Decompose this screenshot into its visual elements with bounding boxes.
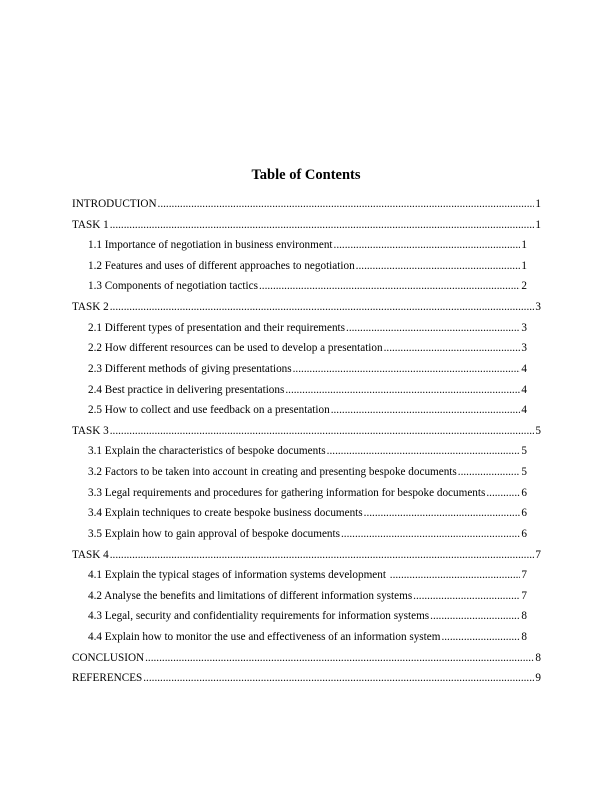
leader-dots	[364, 506, 521, 520]
leader-dots	[458, 465, 521, 479]
toc-entry-introduction[interactable]: INTRODUCTION ..... 1	[72, 197, 541, 211]
leader-dots	[430, 609, 520, 623]
leader-dots	[145, 651, 534, 665]
leader-dots	[110, 548, 535, 562]
toc-entry-task-2[interactable]: TASK 2 ..... 3	[72, 300, 541, 314]
leader-dots	[356, 259, 521, 273]
leader-dots	[390, 568, 521, 582]
toc-entry-4-3[interactable]: 4.3 Legal, security and confidentiality requirements for information systems ..... 8	[88, 609, 527, 623]
toc-entry-task-3[interactable]: TASK 3 ..... 5	[72, 424, 541, 438]
leader-dots	[110, 300, 535, 314]
toc-entry-2-3[interactable]: 2.3 Different methods of giving presentations ..... 4	[88, 362, 527, 376]
leader-dots	[285, 383, 520, 397]
toc-entry-3-2[interactable]: 3.2 Factors to be taken into account in creating and presenting bespoke documents ..... 5	[88, 465, 527, 479]
leader-dots	[158, 197, 535, 211]
leader-dots	[441, 630, 520, 644]
toc-title: Table of Contents	[251, 167, 361, 183]
toc-entry-2-4[interactable]: 2.4 Best practice in delivering presentations ..... 4	[88, 383, 527, 397]
toc-entry-2-5[interactable]: 2.5 How to collect and use feedback on a presentation ..... 4	[88, 403, 527, 417]
toc-entry-task-4[interactable]: TASK 4 ..... 7	[72, 548, 541, 562]
toc-entry-1-3[interactable]: 1.3 Components of negotiation tactics ..... 2	[88, 279, 527, 293]
leader-dots	[331, 403, 521, 417]
toc-entry-3-1[interactable]: 3.1 Explain the characteristics of bespoke documents ..... 5	[88, 444, 527, 458]
toc-entry-3-5[interactable]: 3.5 Explain how to gain approval of bespoke documents ..... 6	[88, 527, 527, 541]
toc-entry-2-2[interactable]: 2.2 How different resources can be used to develop a presentation ..... 3	[88, 341, 527, 355]
toc-entry-task-1[interactable]: TASK 1 ..... 1	[72, 218, 541, 232]
leader-dots	[346, 321, 520, 335]
toc-entry-4-1[interactable]: 4.1 Explain the typical stages of information systems development ..... 7	[88, 568, 527, 582]
toc-entry-3-3[interactable]: 3.3 Legal requirements and procedures for gathering information for bespoke documents ..... 6	[88, 486, 527, 500]
leader-dots	[334, 238, 521, 252]
toc-entry-references[interactable]: REFERENCES ..... 9	[72, 671, 541, 685]
leader-dots	[110, 218, 535, 232]
toc-entry-2-1[interactable]: 2.1 Different types of presentation and their requirements ..... 3	[88, 321, 527, 335]
leader-dots	[341, 527, 520, 541]
toc-entry-3-4[interactable]: 3.4 Explain techniques to create bespoke business documents ..... 6	[88, 506, 527, 520]
toc-entry-conclusion[interactable]: CONCLUSION ..... 8	[72, 651, 541, 665]
leader-dots	[384, 341, 521, 355]
toc-entry-1-2[interactable]: 1.2 Features and uses of different approaches to negotiation ..... 1	[88, 259, 527, 273]
leader-dots	[327, 444, 521, 458]
leader-dots	[259, 279, 520, 293]
leader-dots	[486, 486, 520, 500]
leader-dots	[143, 671, 534, 685]
toc-entry-4-4[interactable]: 4.4 Explain how to monitor the use and effectiveness of an information system ..... 8	[88, 630, 527, 644]
leader-dots	[293, 362, 521, 376]
toc-entry-1-1[interactable]: 1.1 Importance of negotiation in business environment ..... 1	[88, 238, 527, 252]
leader-dots	[110, 424, 535, 438]
leader-dots	[413, 589, 520, 603]
toc-entry-4-2[interactable]: 4.2 Analyse the benefits and limitations of different information systems ..... 7	[88, 589, 527, 603]
